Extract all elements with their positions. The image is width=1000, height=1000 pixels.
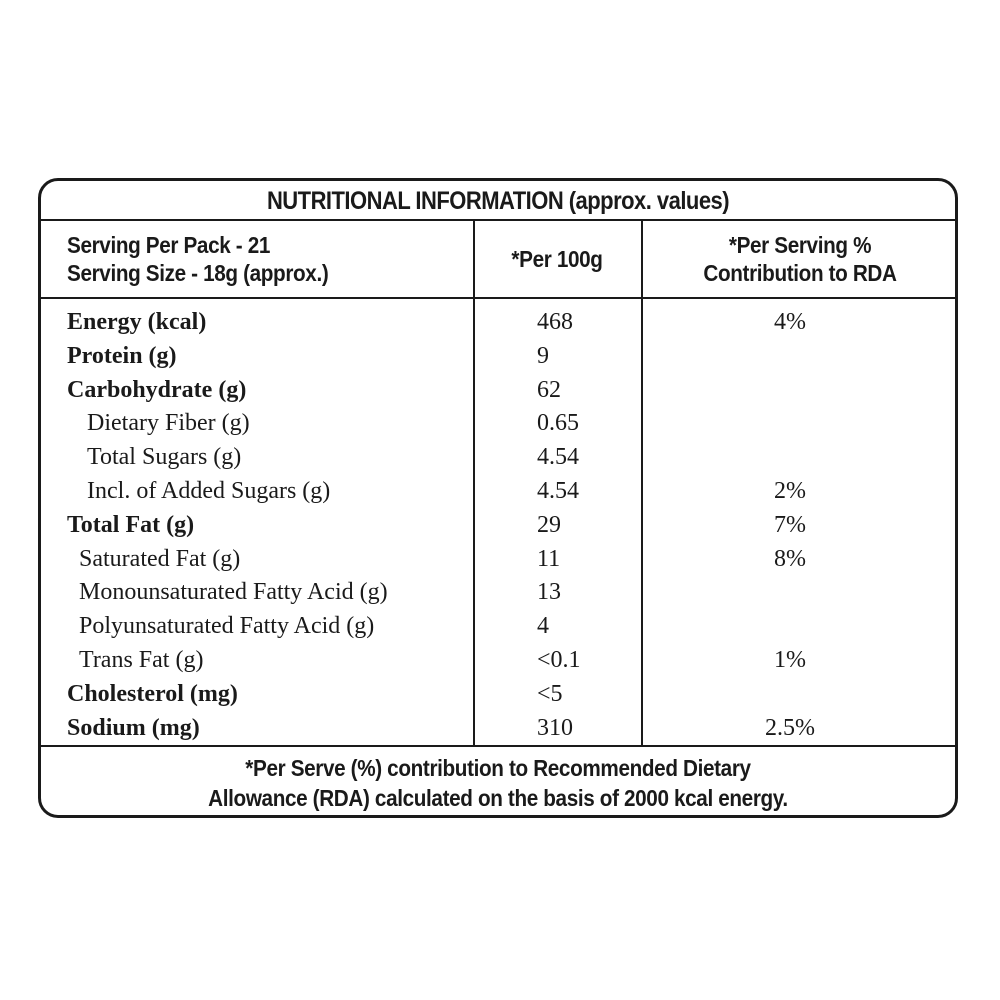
rda-value: 2.5% [765, 714, 815, 741]
table-row [41, 609, 955, 643]
per-100g-value: 13 [537, 579, 561, 606]
table-row [41, 474, 955, 508]
nutrient-name: Total Fat (g) [67, 511, 195, 538]
table-row [41, 440, 955, 474]
rda-header-line1: *Per Serving % [728, 232, 872, 258]
nutrient-name: Total Sugars (g) [87, 444, 242, 471]
nutrient-name: Monounsaturated Fatty Acid (g) [79, 579, 388, 606]
per-100g-value: 310 [537, 714, 573, 741]
table-row [41, 643, 955, 677]
table-row [41, 677, 955, 711]
table-row [41, 542, 955, 576]
table-row [41, 305, 955, 339]
serving-per-pack: Serving Per Pack - 21 [67, 232, 271, 258]
per-100g-value: 4 [537, 613, 549, 640]
rda-value: 4% [774, 309, 806, 335]
footer-divider [41, 745, 955, 747]
per-100g-value: 62 [537, 376, 561, 403]
footnote-line1: *Per Serve (%) contribution to Recommended Dietary [245, 755, 751, 781]
table-row [41, 711, 955, 745]
table-row [41, 373, 955, 407]
table-row [41, 575, 955, 609]
per-100g-value: 9 [537, 342, 549, 369]
per-100g-value: 0.65 [537, 410, 579, 437]
per-100g-value: 468 [537, 309, 573, 335]
nutrition-label [38, 178, 958, 818]
per-100g-value: 4.54 [537, 478, 579, 504]
rda-value: 1% [774, 647, 806, 673]
per-100g-value: 29 [537, 511, 561, 538]
rda-header [659, 231, 942, 287]
rda-value: 7% [774, 511, 806, 538]
rda-value: 8% [774, 545, 806, 572]
table-row [41, 339, 955, 373]
rda-value: 2% [774, 478, 806, 504]
per-100g-header: *Per 100g [511, 246, 603, 272]
title-divider [41, 219, 955, 221]
nutrient-name: Sodium (mg) [67, 714, 200, 741]
serving-info [67, 231, 328, 287]
nutrient-name: Polyunsaturated Fatty Acid (g) [79, 613, 375, 640]
table-row [41, 508, 955, 542]
per-100g-value: <5 [537, 680, 563, 707]
per-100g-value: <0.1 [537, 647, 581, 673]
nutrient-name: Cholesterol (mg) [67, 680, 238, 707]
label-title: NUTRITIONAL INFORMATION (approx. values) [266, 187, 730, 215]
rda-header-line2: Contribution to RDA [703, 260, 897, 286]
serving-size: Serving Size - 18g (approx.) [67, 260, 329, 286]
nutrient-name: Dietary Fiber (g) [87, 410, 250, 437]
nutrient-name: Saturated Fat (g) [79, 545, 241, 572]
per-100g-value: 4.54 [537, 444, 579, 471]
header-divider [41, 297, 955, 299]
per-100g-value: 11 [537, 545, 561, 572]
footnote-line2: Allowance (RDA) calculated on the basis of 2000 kcal energy. [208, 785, 788, 811]
nutrient-name: Trans Fat (g) [79, 647, 204, 673]
rda-footnote [87, 753, 910, 813]
nutrient-name: Incl. of Added Sugars (g) [87, 478, 331, 504]
nutrient-name: Carbohydrate (g) [67, 376, 247, 403]
nutrient-name: Energy (kcal) [67, 309, 207, 335]
table-row [41, 406, 955, 440]
nutrient-name: Protein (g) [67, 342, 177, 369]
